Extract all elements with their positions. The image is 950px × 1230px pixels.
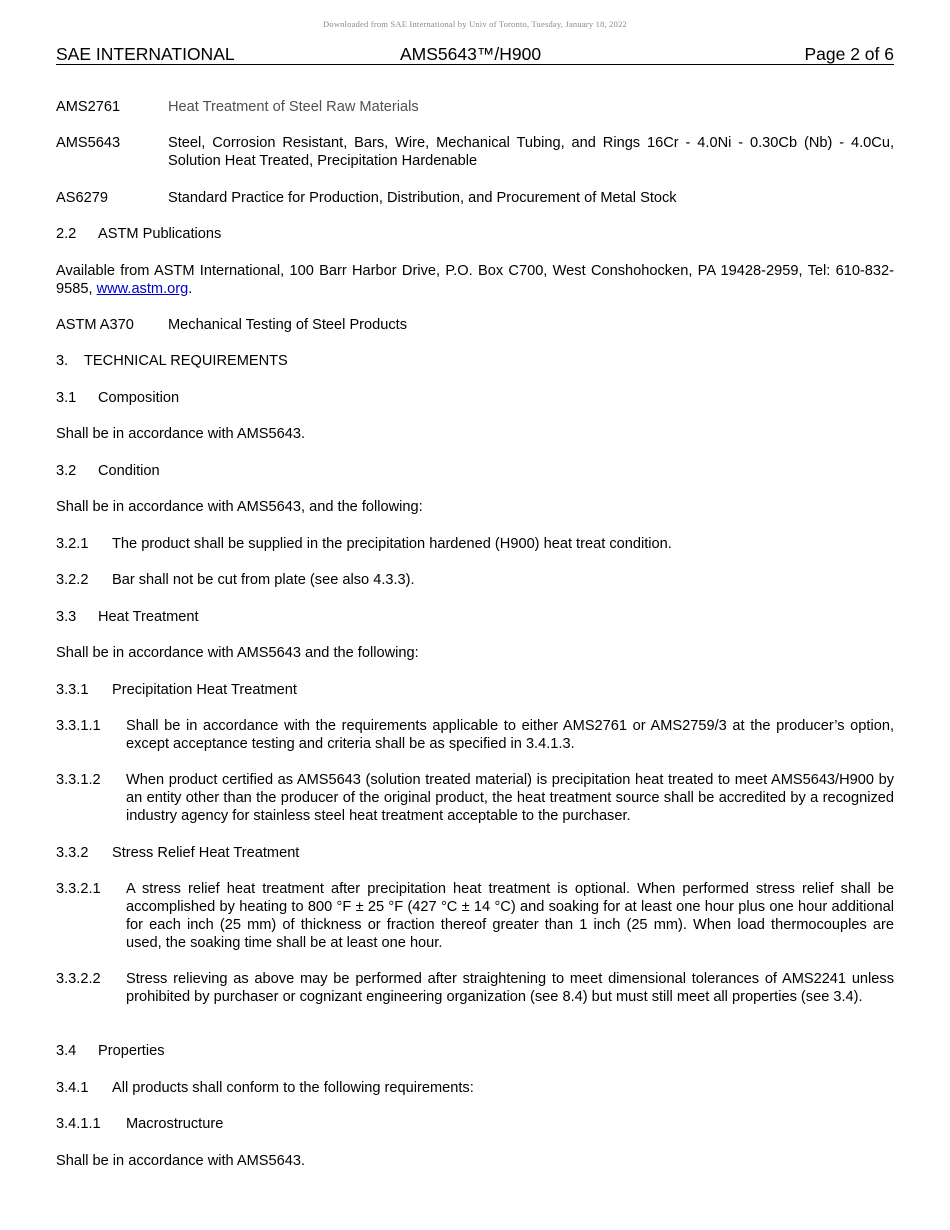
section-number: 3.3.1.1 bbox=[56, 718, 101, 734]
download-watermark: Downloaded from SAE International by Univ of Toronto, Tuesday, January 18, 2022 bbox=[323, 19, 627, 29]
section-number: 3.3 bbox=[56, 609, 77, 625]
reference-code: ASTM A370 bbox=[56, 317, 134, 333]
section-title: Heat Treatment bbox=[98, 609, 199, 625]
section-title: Stress Relief Heat Treatment bbox=[112, 845, 300, 861]
section-3-3-2-2 bbox=[56, 970, 894, 1024]
section-3-2-heading bbox=[56, 462, 894, 480]
section-number: 3.2 bbox=[56, 463, 77, 479]
reference-title: Steel, Corrosion Resistant, Bars, Wire, Mechanical Tubing, and Rings 16Cr - 4.0Ni - 0.30Cb (Nb) - 4.0Cu, Solution Heat Treated, Precipitation Hardenable bbox=[168, 135, 894, 169]
header-doc-id: AMS5643™/H900 bbox=[400, 44, 542, 64]
section-text: All products shall conform to the following requirements: bbox=[112, 1080, 474, 1096]
section-3-1-body: Shall be in accordance with AMS5643. bbox=[56, 426, 306, 442]
section-3-3-1-1 bbox=[56, 717, 894, 753]
reference-title: Mechanical Testing of Steel Products bbox=[168, 317, 408, 333]
section-3-3-1-heading bbox=[56, 681, 894, 699]
availability-end: . bbox=[188, 281, 193, 297]
header-org: SAE INTERNATIONAL bbox=[56, 44, 235, 64]
section-3-4-heading bbox=[56, 1042, 894, 1060]
section-3-heading bbox=[56, 352, 894, 370]
section-3-2-body: Shall be in accordance with AMS5643, and the following: bbox=[56, 499, 423, 515]
reference-title: Heat Treatment of Steel Raw Materials bbox=[168, 99, 419, 115]
reference-code: AMS2761 bbox=[56, 99, 121, 115]
section-3-3-2-heading bbox=[56, 844, 894, 862]
section-number: 2.2 bbox=[56, 226, 77, 242]
section-number: 3.3.1 bbox=[56, 682, 89, 698]
section-3-3-1-2 bbox=[56, 771, 894, 825]
section-title: Condition bbox=[98, 463, 160, 479]
section-text: Bar shall not be cut from plate (see also 4.3.3). bbox=[112, 572, 415, 588]
section-3-3-body: Shall be in accordance with AMS5643 and the following: bbox=[56, 645, 419, 661]
astm-website-link[interactable]: www.astm.org bbox=[96, 281, 189, 297]
section-3-3-heading bbox=[56, 608, 894, 626]
section-number: 3.3.1.2 bbox=[56, 772, 101, 788]
reference-ams2761 bbox=[56, 98, 894, 116]
section-3-4-1 bbox=[56, 1079, 894, 1097]
section-3-4-1-1-heading bbox=[56, 1115, 894, 1133]
section-number: 3.3.2.1 bbox=[56, 881, 101, 897]
section-3-2-1 bbox=[56, 535, 894, 553]
section-text: Stress relieving as above may be performed after straightening to meet dimensional tolerances of AMS2241 unless prohibited by purchaser or cognizant engineering organization (see 8.4) but must still meet all properties (see 3.4). bbox=[126, 971, 894, 1005]
reference-title: Standard Practice for Production, Distribution, and Procurement of Metal Stock bbox=[168, 190, 677, 206]
header-page-number: Page 2 of 6 bbox=[804, 44, 894, 64]
reference-as6279 bbox=[56, 189, 894, 207]
section-3-1-heading bbox=[56, 389, 894, 407]
section-text: When product certified as AMS5643 (solution treated material) is precipitation heat treated to meet AMS5643/H900 by an entity other than the producer of the original product, the heat treatment source shall be accredited by a recognized industry agency for stainless steel heat treatment acceptable to the purchaser. bbox=[126, 772, 894, 824]
section-2-2-heading bbox=[56, 225, 894, 243]
section-number: 3. bbox=[56, 353, 69, 369]
section-text: Shall be in accordance with the requirements applicable to either AMS2761 or AMS2759/3 at the producer’s option, except acceptance testing and criteria shall be as specified in 3.4.1.3. bbox=[126, 718, 894, 752]
section-number: 3.4.1 bbox=[56, 1080, 89, 1096]
availability-text: Available from ASTM International, 100 Barr Harbor Drive, P.O. Box C700, West Conshohocken, PA 19428-2959, Tel: 610-832-9585, bbox=[56, 263, 894, 297]
section-title: Macrostructure bbox=[126, 1116, 224, 1132]
section-number: 3.1 bbox=[56, 390, 77, 406]
reference-code: AMS5643 bbox=[56, 135, 121, 151]
reference-code: AS6279 bbox=[56, 190, 108, 206]
section-title: TECHNICAL REQUIREMENTS bbox=[84, 353, 288, 369]
section-3-2-2 bbox=[56, 571, 894, 589]
section-title: Composition bbox=[98, 390, 180, 406]
section-3-3-2-1 bbox=[56, 880, 894, 952]
section-title: ASTM Publications bbox=[98, 226, 222, 242]
section-number: 3.2.1 bbox=[56, 536, 89, 552]
reference-astm-a370 bbox=[56, 316, 894, 334]
section-title: Precipitation Heat Treatment bbox=[112, 682, 297, 698]
reference-ams5643 bbox=[56, 134, 894, 170]
page-header bbox=[56, 44, 894, 65]
section-number: 3.3.2.2 bbox=[56, 971, 101, 987]
section-number: 3.3.2 bbox=[56, 845, 89, 861]
section-number: 3.2.2 bbox=[56, 572, 89, 588]
section-text: The product shall be supplied in the precipitation hardened (H900) heat treat condition. bbox=[112, 536, 672, 552]
section-3-4-1-1-body: Shall be in accordance with AMS5643. bbox=[56, 1153, 306, 1169]
section-title: Properties bbox=[98, 1043, 165, 1059]
astm-availability-paragraph bbox=[56, 262, 894, 298]
section-number: 3.4 bbox=[56, 1043, 77, 1059]
section-number: 3.4.1.1 bbox=[56, 1116, 101, 1132]
section-text: A stress relief heat treatment after precipitation heat treatment is optional. When performed stress relief shall be accomplished by heating to 800 °F ± 25 °F (427 °C ± 14 °C) and soaking for at least one hour plus one hour additional for each inch (25 mm) of thickness or fraction thereof greater than 1 inch (25 mm). When load thermocouples are used, the soaking time shall be at least one hour. bbox=[126, 881, 894, 951]
